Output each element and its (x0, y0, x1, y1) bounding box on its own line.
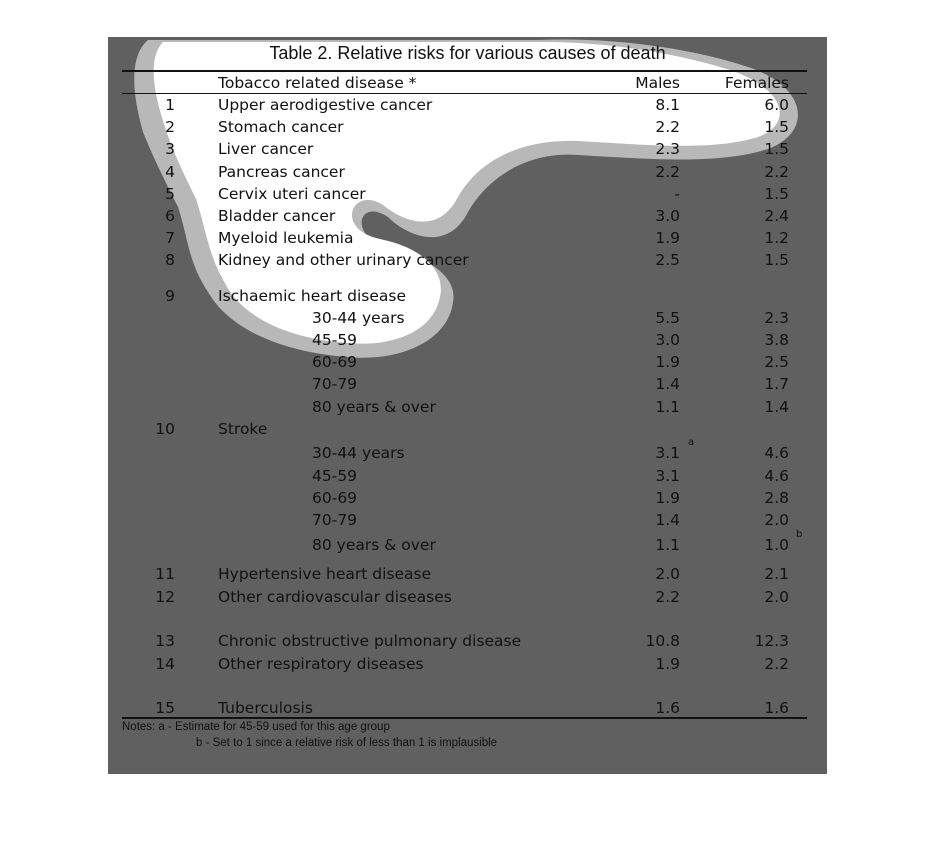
females-value: 12.3 (754, 632, 789, 650)
table-row (108, 563, 827, 585)
row-number: 6 (165, 207, 175, 225)
table-row (108, 249, 827, 271)
row-label: Stomach cancer (218, 118, 344, 136)
females-value: 2.5 (764, 353, 789, 371)
bottom-rule (122, 717, 807, 719)
females-value: 3.8 (764, 331, 789, 349)
table-row (108, 205, 827, 227)
females-value: 1.5 (764, 140, 789, 158)
females-value: 2.4 (764, 207, 789, 225)
row-label: 60-69 (312, 489, 358, 507)
header-disease: Tobacco related disease * (218, 74, 417, 92)
table-row (108, 183, 827, 205)
row-label: Ischaemic heart disease (218, 287, 406, 305)
females-value: 2.1 (764, 565, 789, 583)
row-label: 30-44 years (312, 309, 405, 327)
table-subrow (108, 437, 827, 464)
males-value: 10.8 (645, 632, 680, 650)
females-value: 2.8 (764, 489, 789, 507)
row-label: Stroke (218, 420, 268, 438)
males-value: 1.4 (655, 375, 680, 393)
row-number: 3 (165, 140, 175, 158)
males-value: 1.1 (655, 536, 680, 554)
table-subrow (108, 529, 827, 556)
header-males: Males (635, 74, 680, 92)
row-number: 9 (165, 287, 175, 305)
row-label: Other respiratory diseases (218, 655, 424, 673)
row-label: Kidney and other urinary cancer (218, 251, 469, 269)
table-subrow (108, 509, 827, 531)
females-value: 1.5 (764, 118, 789, 136)
table-row (108, 697, 827, 719)
females-value: 2.3 (764, 309, 789, 327)
males-value: 1.9 (655, 489, 680, 507)
table-row (108, 116, 827, 138)
males-value: 1.6 (655, 699, 680, 717)
females-value: 2.0 (764, 588, 789, 606)
row-label: Chronic obstructive pulmonary disease (218, 632, 522, 650)
row-label: 80 years & over (312, 536, 436, 554)
table-row (108, 138, 827, 160)
table-row (108, 94, 827, 116)
row-label: Myeloid leukemia (218, 229, 354, 247)
note-b: b - Set to 1 since a relative risk of less than 1 is implausible (196, 737, 498, 749)
table-row (108, 285, 827, 307)
row-number: 11 (155, 565, 175, 583)
females-value: 1.5 (764, 251, 789, 269)
females-value: 1.5 (764, 185, 789, 203)
males-value: 1.9 (655, 353, 680, 371)
row-label: 45-59 (312, 331, 358, 349)
table-row (108, 418, 827, 440)
table-row (108, 630, 827, 652)
row-label: 70-79 (312, 511, 358, 529)
males-value: 2.2 (655, 163, 680, 181)
females-value: 1.0 (764, 536, 789, 554)
row-label: 60-69 (312, 353, 358, 371)
row-label: Tuberculosis (218, 699, 313, 717)
row-number: 13 (155, 632, 175, 650)
males-value: 1.9 (655, 229, 680, 247)
females-value: 2.0 (764, 511, 789, 529)
females-value: 1.4 (764, 398, 789, 416)
males-value: 1.4 (655, 511, 680, 529)
row-label: Bladder cancer (218, 207, 336, 225)
row-number: 10 (155, 420, 175, 438)
row-label: Upper aerodigestive cancer (218, 96, 433, 114)
females-value: 6.0 (764, 96, 789, 114)
table-row (108, 227, 827, 249)
note-a: Notes: a - Estimate for 45-59 used for this age group (122, 721, 390, 733)
males-value: 3.1 (655, 444, 680, 462)
males-value: 2.5 (655, 251, 680, 269)
males-value: 2.2 (655, 588, 680, 606)
table-subrow (108, 307, 827, 329)
females-value: 1.7 (764, 375, 789, 393)
table-subrow (108, 351, 827, 373)
row-number: 5 (165, 185, 175, 203)
row-label: Liver cancer (218, 140, 314, 158)
relative-risk-table (108, 37, 827, 774)
header-row (108, 72, 827, 94)
males-value: 3.0 (655, 207, 680, 225)
males-value: 2.3 (655, 140, 680, 158)
row-label: Other cardiovascular diseases (218, 588, 452, 606)
table-subrow (108, 465, 827, 487)
males-value: 2.2 (655, 118, 680, 136)
females-value: 1.6 (764, 699, 789, 717)
row-label: Cervix uteri cancer (218, 185, 366, 203)
table-subrow (108, 396, 827, 418)
males-value: 5.5 (655, 309, 680, 327)
footnote-marker-b: b (796, 529, 803, 540)
males-value: 3.0 (655, 331, 680, 349)
males-value: 3.1 (655, 467, 680, 485)
males-value: - (674, 185, 680, 203)
females-value: 4.6 (764, 467, 789, 485)
header-females: Females (724, 74, 789, 92)
row-label: Hypertensive heart disease (218, 565, 432, 583)
row-number: 7 (165, 229, 175, 247)
row-number: 14 (155, 655, 175, 673)
row-number: 12 (155, 588, 175, 606)
table-subrow (108, 487, 827, 509)
table-title: Table 2. Relative risks for various causes of death (269, 43, 666, 63)
row-label: Pancreas cancer (218, 163, 345, 181)
males-value: 8.1 (655, 96, 680, 114)
footnote-marker-a: a (688, 437, 695, 448)
table-subrow (108, 329, 827, 351)
row-number: 8 (165, 251, 175, 269)
row-label: 45-59 (312, 467, 358, 485)
table-row (108, 586, 827, 608)
row-number: 1 (165, 96, 175, 114)
row-number: 15 (155, 699, 175, 717)
females-value: 2.2 (764, 655, 789, 673)
row-label: 70-79 (312, 375, 358, 393)
females-value: 1.2 (764, 229, 789, 247)
males-value: 2.0 (655, 565, 680, 583)
row-label: 30-44 years (312, 444, 405, 462)
table-row (108, 161, 827, 183)
row-number: 2 (165, 118, 175, 136)
row-label: 80 years & over (312, 398, 436, 416)
row-number: 4 (165, 163, 175, 181)
females-value: 2.2 (764, 163, 789, 181)
document-panel (108, 37, 827, 774)
males-value: 1.9 (655, 655, 680, 673)
table-subrow (108, 373, 827, 395)
table-row (108, 653, 827, 675)
males-value: 1.1 (655, 398, 680, 416)
females-value: 4.6 (764, 444, 789, 462)
